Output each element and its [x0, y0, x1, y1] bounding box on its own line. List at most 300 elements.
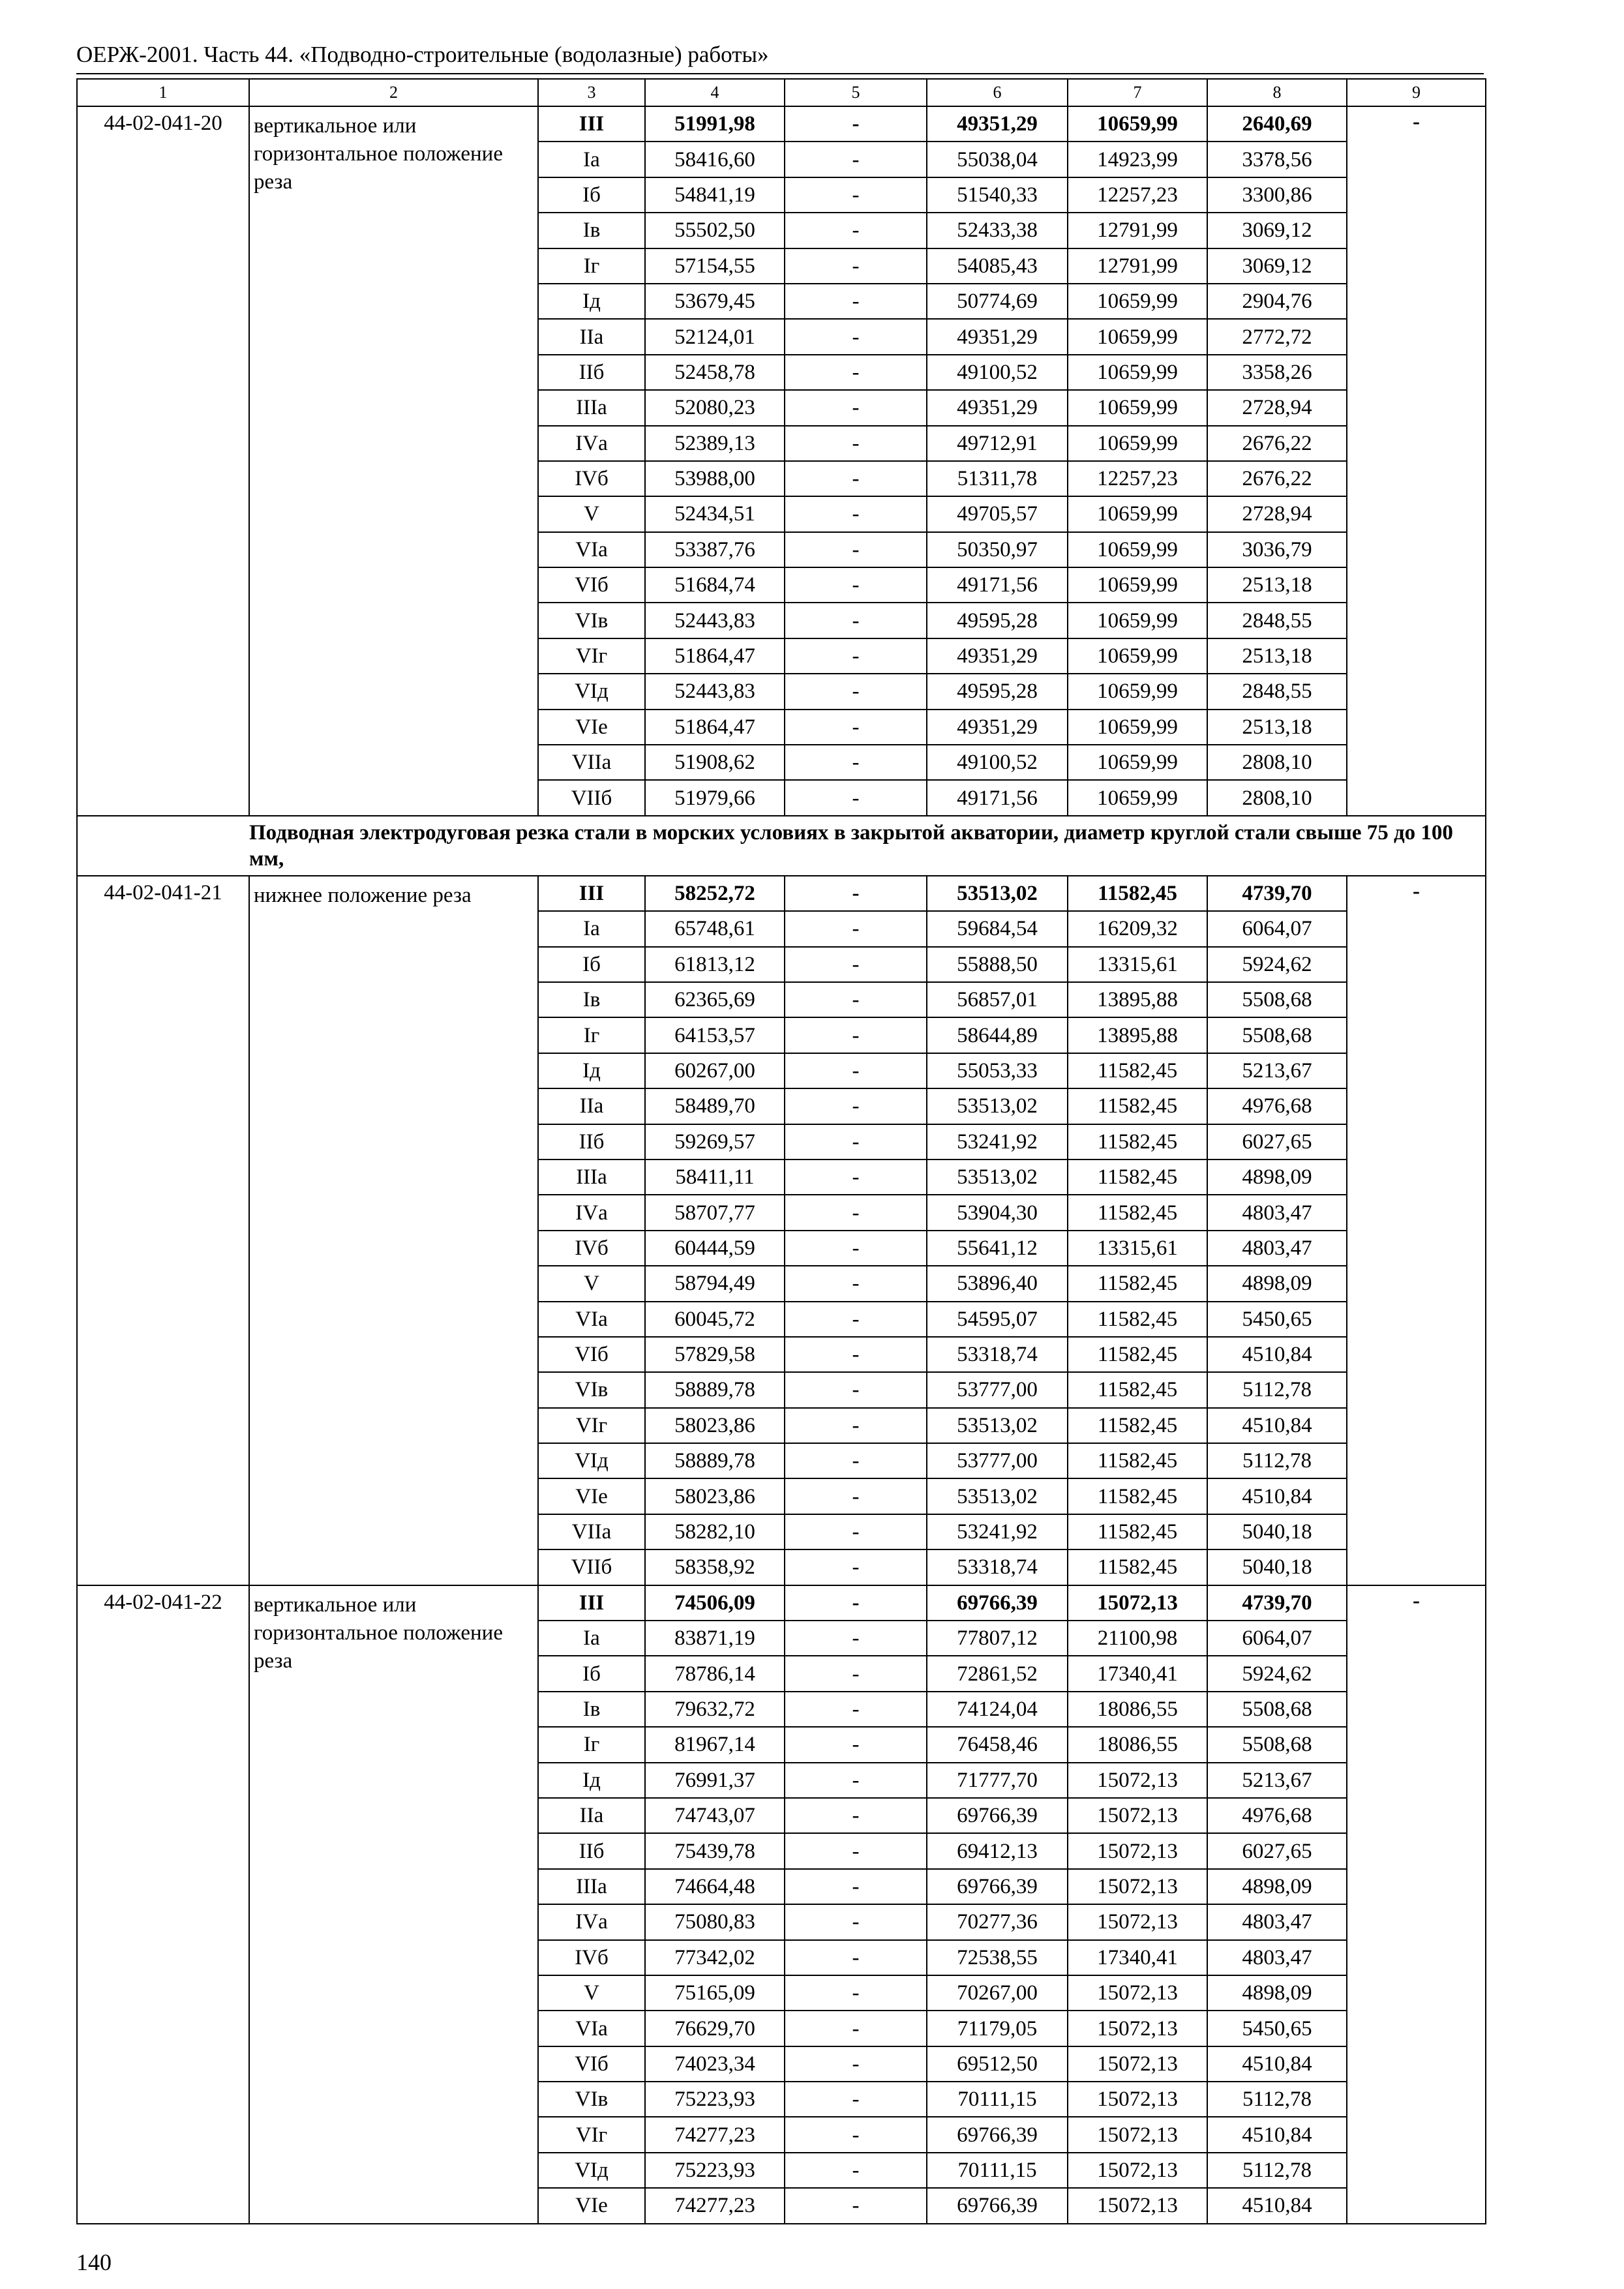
col7-cell: 11582,45	[1068, 1408, 1207, 1443]
col8-cell: 2640,69	[1207, 106, 1347, 142]
col7-cell: 12791,99	[1068, 213, 1207, 248]
col5-cell: -	[785, 1585, 927, 1621]
rate-description: вертикальное или горизонтальное положение реза	[249, 106, 538, 816]
total-cost-cell: 58889,78	[645, 1443, 785, 1478]
zone-cell: VIд	[538, 674, 645, 709]
col7-cell: 10659,99	[1068, 284, 1207, 319]
col5-cell: -	[785, 1549, 927, 1585]
total-cost-cell: 75223,93	[645, 2153, 785, 2188]
column-number: 8	[1207, 79, 1347, 106]
col7-cell: 15072,13	[1068, 2046, 1207, 2082]
col5-cell: -	[785, 1798, 927, 1833]
total-cost-cell: 53988,00	[645, 461, 785, 496]
col8-cell: 2904,76	[1207, 284, 1347, 319]
column-number: 9	[1347, 79, 1486, 106]
col8-cell: 3378,56	[1207, 142, 1347, 177]
zone-cell: Iв	[538, 213, 645, 248]
col7-cell: 11582,45	[1068, 1337, 1207, 1372]
col8-cell: 5112,78	[1207, 1372, 1347, 1407]
zone-cell: VIв	[538, 1372, 645, 1407]
col7-cell: 10659,99	[1068, 638, 1207, 674]
col8-cell: 2513,18	[1207, 710, 1347, 745]
col5-cell: -	[785, 1940, 927, 1975]
col6-cell: 70277,36	[927, 1904, 1068, 1939]
col7-cell: 10659,99	[1068, 390, 1207, 425]
col8-cell: 2513,18	[1207, 567, 1347, 603]
col6-cell: 56857,01	[927, 982, 1068, 1017]
col6-cell: 54595,07	[927, 1302, 1068, 1337]
col5-cell: -	[785, 1195, 927, 1230]
col8-cell: 4803,47	[1207, 1940, 1347, 1975]
col6-cell: 49171,56	[927, 780, 1068, 815]
total-cost-cell: 60045,72	[645, 1302, 785, 1337]
total-cost-cell: 58416,60	[645, 142, 785, 177]
col5-cell: -	[785, 2117, 927, 2152]
col7-cell: 11582,45	[1068, 1302, 1207, 1337]
col5-cell: -	[785, 1017, 927, 1053]
table-row	[77, 876, 1486, 911]
col6-cell: 54085,43	[927, 248, 1068, 284]
col7-cell: 10659,99	[1068, 603, 1207, 638]
zone-cell: Iа	[538, 911, 645, 946]
col7-cell: 10659,99	[1068, 532, 1207, 567]
col8-cell: 2772,72	[1207, 319, 1347, 354]
col7-cell: 10659,99	[1068, 496, 1207, 531]
col6-cell: 49351,29	[927, 319, 1068, 354]
col5-cell: -	[785, 2046, 927, 2082]
col9-cell: -	[1347, 1585, 1486, 2224]
col6-cell: 69766,39	[927, 1585, 1068, 1621]
col5-cell: -	[785, 1231, 927, 1266]
zone-cell: Iг	[538, 248, 645, 284]
zone-cell: IIб	[538, 1124, 645, 1159]
column-number: 7	[1068, 79, 1207, 106]
col6-cell: 49351,29	[927, 638, 1068, 674]
total-cost-cell: 74277,23	[645, 2188, 785, 2223]
col5-cell: -	[785, 355, 927, 390]
rates-table-body	[77, 79, 1486, 2224]
rate-description: вертикальное или горизонтальное положение реза	[249, 1585, 538, 2224]
col8-cell: 5924,62	[1207, 1656, 1347, 1691]
col8-cell: 6064,07	[1207, 911, 1347, 946]
col5-cell: -	[785, 461, 927, 496]
col8-cell: 4898,09	[1207, 1869, 1347, 1904]
col8-cell: 4510,84	[1207, 1408, 1347, 1443]
col6-cell: 69412,13	[927, 1833, 1068, 1868]
col7-cell: 10659,99	[1068, 710, 1207, 745]
col8-cell: 5508,68	[1207, 1017, 1347, 1053]
col7-cell: 11582,45	[1068, 1053, 1207, 1088]
col7-cell: 15072,13	[1068, 2011, 1207, 2046]
col6-cell: 53241,92	[927, 1514, 1068, 1549]
col7-cell: 10659,99	[1068, 426, 1207, 461]
col5-cell: -	[785, 567, 927, 603]
total-cost-cell: 74277,23	[645, 2117, 785, 2152]
col5-cell: -	[785, 1266, 927, 1301]
col8-cell: 4739,70	[1207, 1585, 1347, 1621]
col8-cell: 5112,78	[1207, 2153, 1347, 2188]
col6-cell: 49705,57	[927, 496, 1068, 531]
col6-cell: 70267,00	[927, 1975, 1068, 2011]
col7-cell: 15072,13	[1068, 1798, 1207, 1833]
col8-cell: 4739,70	[1207, 876, 1347, 911]
total-cost-cell: 74664,48	[645, 1869, 785, 1904]
col7-cell: 15072,13	[1068, 1975, 1207, 2011]
col5-cell: -	[785, 106, 927, 142]
col5-cell: -	[785, 1302, 927, 1337]
total-cost-cell: 64153,57	[645, 1017, 785, 1053]
col8-cell: 4976,68	[1207, 1088, 1347, 1124]
col8-cell: 5508,68	[1207, 982, 1347, 1017]
zone-cell: V	[538, 1975, 645, 2011]
col6-cell: 49171,56	[927, 567, 1068, 603]
col8-cell: 5508,68	[1207, 1727, 1347, 1762]
col6-cell: 72538,55	[927, 1940, 1068, 1975]
col5-cell: -	[785, 390, 927, 425]
col6-cell: 50774,69	[927, 284, 1068, 319]
total-cost-cell: 57829,58	[645, 1337, 785, 1372]
zone-cell: III	[538, 106, 645, 142]
col5-cell: -	[785, 1621, 927, 1656]
total-cost-cell: 58282,10	[645, 1514, 785, 1549]
col7-cell: 18086,55	[1068, 1692, 1207, 1727]
col7-cell: 11582,45	[1068, 1088, 1207, 1124]
col5-cell: -	[785, 1372, 927, 1407]
col6-cell: 71179,05	[927, 2011, 1068, 2046]
col8-cell: 5040,18	[1207, 1549, 1347, 1585]
zone-cell: Iа	[538, 142, 645, 177]
col6-cell: 72861,52	[927, 1656, 1068, 1691]
column-number: 3	[538, 79, 645, 106]
col8-cell: 2848,55	[1207, 674, 1347, 709]
col7-cell: 11582,45	[1068, 1124, 1207, 1159]
col5-cell: -	[785, 1975, 927, 2011]
total-cost-cell: 54841,19	[645, 177, 785, 213]
col6-cell: 58644,89	[927, 1017, 1068, 1053]
total-cost-cell: 52458,78	[645, 355, 785, 390]
col5-cell: -	[785, 2082, 927, 2117]
col8-cell: 5213,67	[1207, 1763, 1347, 1798]
zone-cell: VIIб	[538, 1549, 645, 1585]
col6-cell: 77807,12	[927, 1621, 1068, 1656]
zone-cell: IIб	[538, 355, 645, 390]
zone-cell: Iд	[538, 1763, 645, 1798]
col7-cell: 18086,55	[1068, 1727, 1207, 1762]
col5-cell: -	[785, 1763, 927, 1798]
col6-cell: 49712,91	[927, 426, 1068, 461]
col8-cell: 4803,47	[1207, 1904, 1347, 1939]
total-cost-cell: 62365,69	[645, 982, 785, 1017]
zone-cell: VIе	[538, 710, 645, 745]
col8-cell: 5450,65	[1207, 2011, 1347, 2046]
total-cost-cell: 53679,45	[645, 284, 785, 319]
col7-cell: 12791,99	[1068, 248, 1207, 284]
col5-cell: -	[785, 319, 927, 354]
col7-cell: 13895,88	[1068, 1017, 1207, 1053]
total-cost-cell: 60444,59	[645, 1231, 785, 1266]
zone-cell: IVа	[538, 1195, 645, 1230]
col8-cell: 4510,84	[1207, 1337, 1347, 1372]
col8-cell: 5213,67	[1207, 1053, 1347, 1088]
column-number-row	[77, 79, 1486, 106]
col5-cell: -	[785, 603, 927, 638]
col5-cell: -	[785, 982, 927, 1017]
zone-cell: Iв	[538, 982, 645, 1017]
table-row	[77, 106, 1486, 142]
col8-cell: 6064,07	[1207, 1621, 1347, 1656]
col6-cell: 52433,38	[927, 213, 1068, 248]
col5-cell: -	[785, 876, 927, 911]
col7-cell: 21100,98	[1068, 1621, 1207, 1656]
col7-cell: 13895,88	[1068, 982, 1207, 1017]
col7-cell: 17340,41	[1068, 1940, 1207, 1975]
col8-cell: 4898,09	[1207, 1266, 1347, 1301]
col8-cell: 5508,68	[1207, 1692, 1347, 1727]
col5-cell: -	[785, 1053, 927, 1088]
total-cost-cell: 58358,92	[645, 1549, 785, 1585]
zone-cell: VIг	[538, 1408, 645, 1443]
col8-cell: 5112,78	[1207, 2082, 1347, 2117]
zone-cell: Iг	[538, 1727, 645, 1762]
col5-cell: -	[785, 142, 927, 177]
col6-cell: 53513,02	[927, 1478, 1068, 1514]
zone-cell: VIв	[538, 2082, 645, 2117]
col5-cell: -	[785, 1869, 927, 1904]
col7-cell: 15072,13	[1068, 1833, 1207, 1868]
col5-cell: -	[785, 1727, 927, 1762]
col6-cell: 53777,00	[927, 1443, 1068, 1478]
col6-cell: 70111,15	[927, 2082, 1068, 2117]
total-cost-cell: 55502,50	[645, 213, 785, 248]
col7-cell: 11582,45	[1068, 1549, 1207, 1585]
total-cost-cell: 76991,37	[645, 1763, 785, 1798]
zone-cell: IIIа	[538, 390, 645, 425]
total-cost-cell: 58489,70	[645, 1088, 785, 1124]
zone-cell: Iа	[538, 1621, 645, 1656]
section-heading: Подводная электродуговая резка стали в морских условиях в закрытой акватории, диаметр круглой стали свыше 75 до 100 мм,	[249, 816, 1486, 876]
col5-cell: -	[785, 780, 927, 815]
total-cost-cell: 53387,76	[645, 532, 785, 567]
col6-cell: 53513,02	[927, 1159, 1068, 1195]
col5-cell: -	[785, 2153, 927, 2188]
col6-cell: 53318,74	[927, 1549, 1068, 1585]
col8-cell: 4510,84	[1207, 1478, 1347, 1514]
col5-cell: -	[785, 532, 927, 567]
col8-cell: 4510,84	[1207, 2188, 1347, 2223]
col7-cell: 13315,61	[1068, 1231, 1207, 1266]
col9-cell: -	[1347, 106, 1486, 816]
total-cost-cell: 58023,86	[645, 1408, 785, 1443]
col6-cell: 53318,74	[927, 1337, 1068, 1372]
zone-cell: IVб	[538, 461, 645, 496]
col7-cell: 11582,45	[1068, 876, 1207, 911]
col6-cell: 69512,50	[927, 2046, 1068, 2082]
zone-cell: VIе	[538, 1478, 645, 1514]
col6-cell: 59684,54	[927, 911, 1068, 946]
zone-cell: IIа	[538, 1798, 645, 1833]
col8-cell: 4898,09	[1207, 1975, 1347, 2011]
column-number: 2	[249, 79, 538, 106]
col5-cell: -	[785, 284, 927, 319]
total-cost-cell: 51908,62	[645, 745, 785, 780]
col5-cell: -	[785, 1408, 927, 1443]
col7-cell: 11582,45	[1068, 1514, 1207, 1549]
col7-cell: 10659,99	[1068, 319, 1207, 354]
column-number: 1	[77, 79, 249, 106]
col6-cell: 49595,28	[927, 674, 1068, 709]
col7-cell: 10659,99	[1068, 567, 1207, 603]
col7-cell: 15072,13	[1068, 2153, 1207, 2188]
col8-cell: 3036,79	[1207, 532, 1347, 567]
zone-cell: Iб	[538, 947, 645, 982]
zone-cell: VIа	[538, 532, 645, 567]
col7-cell: 11582,45	[1068, 1478, 1207, 1514]
zone-cell: VIIб	[538, 780, 645, 815]
zone-cell: VIб	[538, 2046, 645, 2082]
col5-cell: -	[785, 2011, 927, 2046]
col7-cell: 10659,99	[1068, 780, 1207, 815]
total-cost-cell: 51684,74	[645, 567, 785, 603]
col6-cell: 49351,29	[927, 710, 1068, 745]
table-row	[77, 1585, 1486, 1621]
col7-cell: 14923,99	[1068, 142, 1207, 177]
zone-cell: VIа	[538, 2011, 645, 2046]
col5-cell: -	[785, 911, 927, 946]
zone-cell: V	[538, 496, 645, 531]
zone-cell: IIIа	[538, 1159, 645, 1195]
zone-cell: VIIа	[538, 1514, 645, 1549]
column-number: 4	[645, 79, 785, 106]
zone-cell: VIб	[538, 1337, 645, 1372]
zone-cell: VIе	[538, 2188, 645, 2223]
col5-cell: -	[785, 1159, 927, 1195]
total-cost-cell: 57154,55	[645, 248, 785, 284]
col6-cell: 69766,39	[927, 2188, 1068, 2223]
total-cost-cell: 58023,86	[645, 1478, 785, 1514]
col6-cell: 53904,30	[927, 1195, 1068, 1230]
total-cost-cell: 78786,14	[645, 1656, 785, 1691]
total-cost-cell: 74023,34	[645, 2046, 785, 2082]
total-cost-cell: 75080,83	[645, 1904, 785, 1939]
col8-cell: 3069,12	[1207, 248, 1347, 284]
zone-cell: Iг	[538, 1017, 645, 1053]
col6-cell: 55053,33	[927, 1053, 1068, 1088]
zone-cell: IVб	[538, 1940, 645, 1975]
zone-cell: Iд	[538, 1053, 645, 1088]
zone-cell: IVб	[538, 1231, 645, 1266]
col5-cell: -	[785, 496, 927, 531]
col6-cell: 55888,50	[927, 947, 1068, 982]
total-cost-cell: 74743,07	[645, 1798, 785, 1833]
col5-cell: -	[785, 1124, 927, 1159]
total-cost-cell: 58707,77	[645, 1195, 785, 1230]
total-cost-cell: 83871,19	[645, 1621, 785, 1656]
total-cost-cell: 51991,98	[645, 106, 785, 142]
total-cost-cell: 74506,09	[645, 1585, 785, 1621]
zone-cell: VIг	[538, 638, 645, 674]
total-cost-cell: 77342,02	[645, 1940, 785, 1975]
col8-cell: 5040,18	[1207, 1514, 1347, 1549]
page-number: 140	[76, 2249, 112, 2275]
col8-cell: 4898,09	[1207, 1159, 1347, 1195]
col5-cell: -	[785, 674, 927, 709]
zone-cell: Iб	[538, 1656, 645, 1691]
col7-cell: 13315,61	[1068, 947, 1207, 982]
col6-cell: 69766,39	[927, 1869, 1068, 1904]
col5-cell: -	[785, 745, 927, 780]
zone-cell: VIа	[538, 1302, 645, 1337]
col7-cell: 12257,23	[1068, 461, 1207, 496]
total-cost-cell: 52434,51	[645, 496, 785, 531]
col7-cell: 15072,13	[1068, 1763, 1207, 1798]
col5-cell: -	[785, 1443, 927, 1478]
col6-cell: 49351,29	[927, 390, 1068, 425]
col5-cell: -	[785, 248, 927, 284]
total-cost-cell: 61813,12	[645, 947, 785, 982]
col5-cell: -	[785, 1833, 927, 1868]
col6-cell: 51540,33	[927, 177, 1068, 213]
col5-cell: -	[785, 1478, 927, 1514]
zone-cell: VIд	[538, 1443, 645, 1478]
col5-cell: -	[785, 1692, 927, 1727]
col8-cell: 2808,10	[1207, 745, 1347, 780]
col8-cell: 2676,22	[1207, 461, 1347, 496]
col6-cell: 49351,29	[927, 106, 1068, 142]
col8-cell: 4803,47	[1207, 1195, 1347, 1230]
total-cost-cell: 58889,78	[645, 1372, 785, 1407]
page-header: ОЕРЖ-2001. Часть 44. «Подводно-строительные (водолазные) работы»	[76, 42, 769, 67]
col7-cell: 10659,99	[1068, 355, 1207, 390]
col7-cell: 17340,41	[1068, 1656, 1207, 1691]
col6-cell: 53513,02	[927, 876, 1068, 911]
col8-cell: 2513,18	[1207, 638, 1347, 674]
col7-cell: 15072,13	[1068, 1869, 1207, 1904]
col7-cell: 11582,45	[1068, 1195, 1207, 1230]
col8-cell: 2728,94	[1207, 496, 1347, 531]
zone-cell: VIIа	[538, 745, 645, 780]
col8-cell: 3069,12	[1207, 213, 1347, 248]
col7-cell: 11582,45	[1068, 1159, 1207, 1195]
col8-cell: 4510,84	[1207, 2117, 1347, 2152]
total-cost-cell: 52124,01	[645, 319, 785, 354]
zone-cell: IVа	[538, 426, 645, 461]
zone-cell: III	[538, 876, 645, 911]
col7-cell: 15072,13	[1068, 1585, 1207, 1621]
col7-cell: 11582,45	[1068, 1266, 1207, 1301]
col7-cell: 11582,45	[1068, 1443, 1207, 1478]
col8-cell: 5112,78	[1207, 1443, 1347, 1478]
col5-cell: -	[785, 426, 927, 461]
col8-cell: 6027,65	[1207, 1124, 1347, 1159]
total-cost-cell: 75223,93	[645, 2082, 785, 2117]
total-cost-cell: 60267,00	[645, 1053, 785, 1088]
col5-cell: -	[785, 1088, 927, 1124]
col5-cell: -	[785, 947, 927, 982]
col6-cell: 49100,52	[927, 745, 1068, 780]
col9-cell: -	[1347, 876, 1486, 1585]
total-cost-cell: 65748,61	[645, 911, 785, 946]
col5-cell: -	[785, 638, 927, 674]
zone-cell: VIв	[538, 603, 645, 638]
total-cost-cell: 75165,09	[645, 1975, 785, 2011]
col8-cell: 2848,55	[1207, 603, 1347, 638]
rate-code: 44-02-041-20	[77, 106, 249, 816]
col5-cell: -	[785, 1656, 927, 1691]
total-cost-cell: 59269,57	[645, 1124, 785, 1159]
col7-cell: 10659,99	[1068, 674, 1207, 709]
zone-cell: IIа	[538, 1088, 645, 1124]
col5-cell: -	[785, 1514, 927, 1549]
